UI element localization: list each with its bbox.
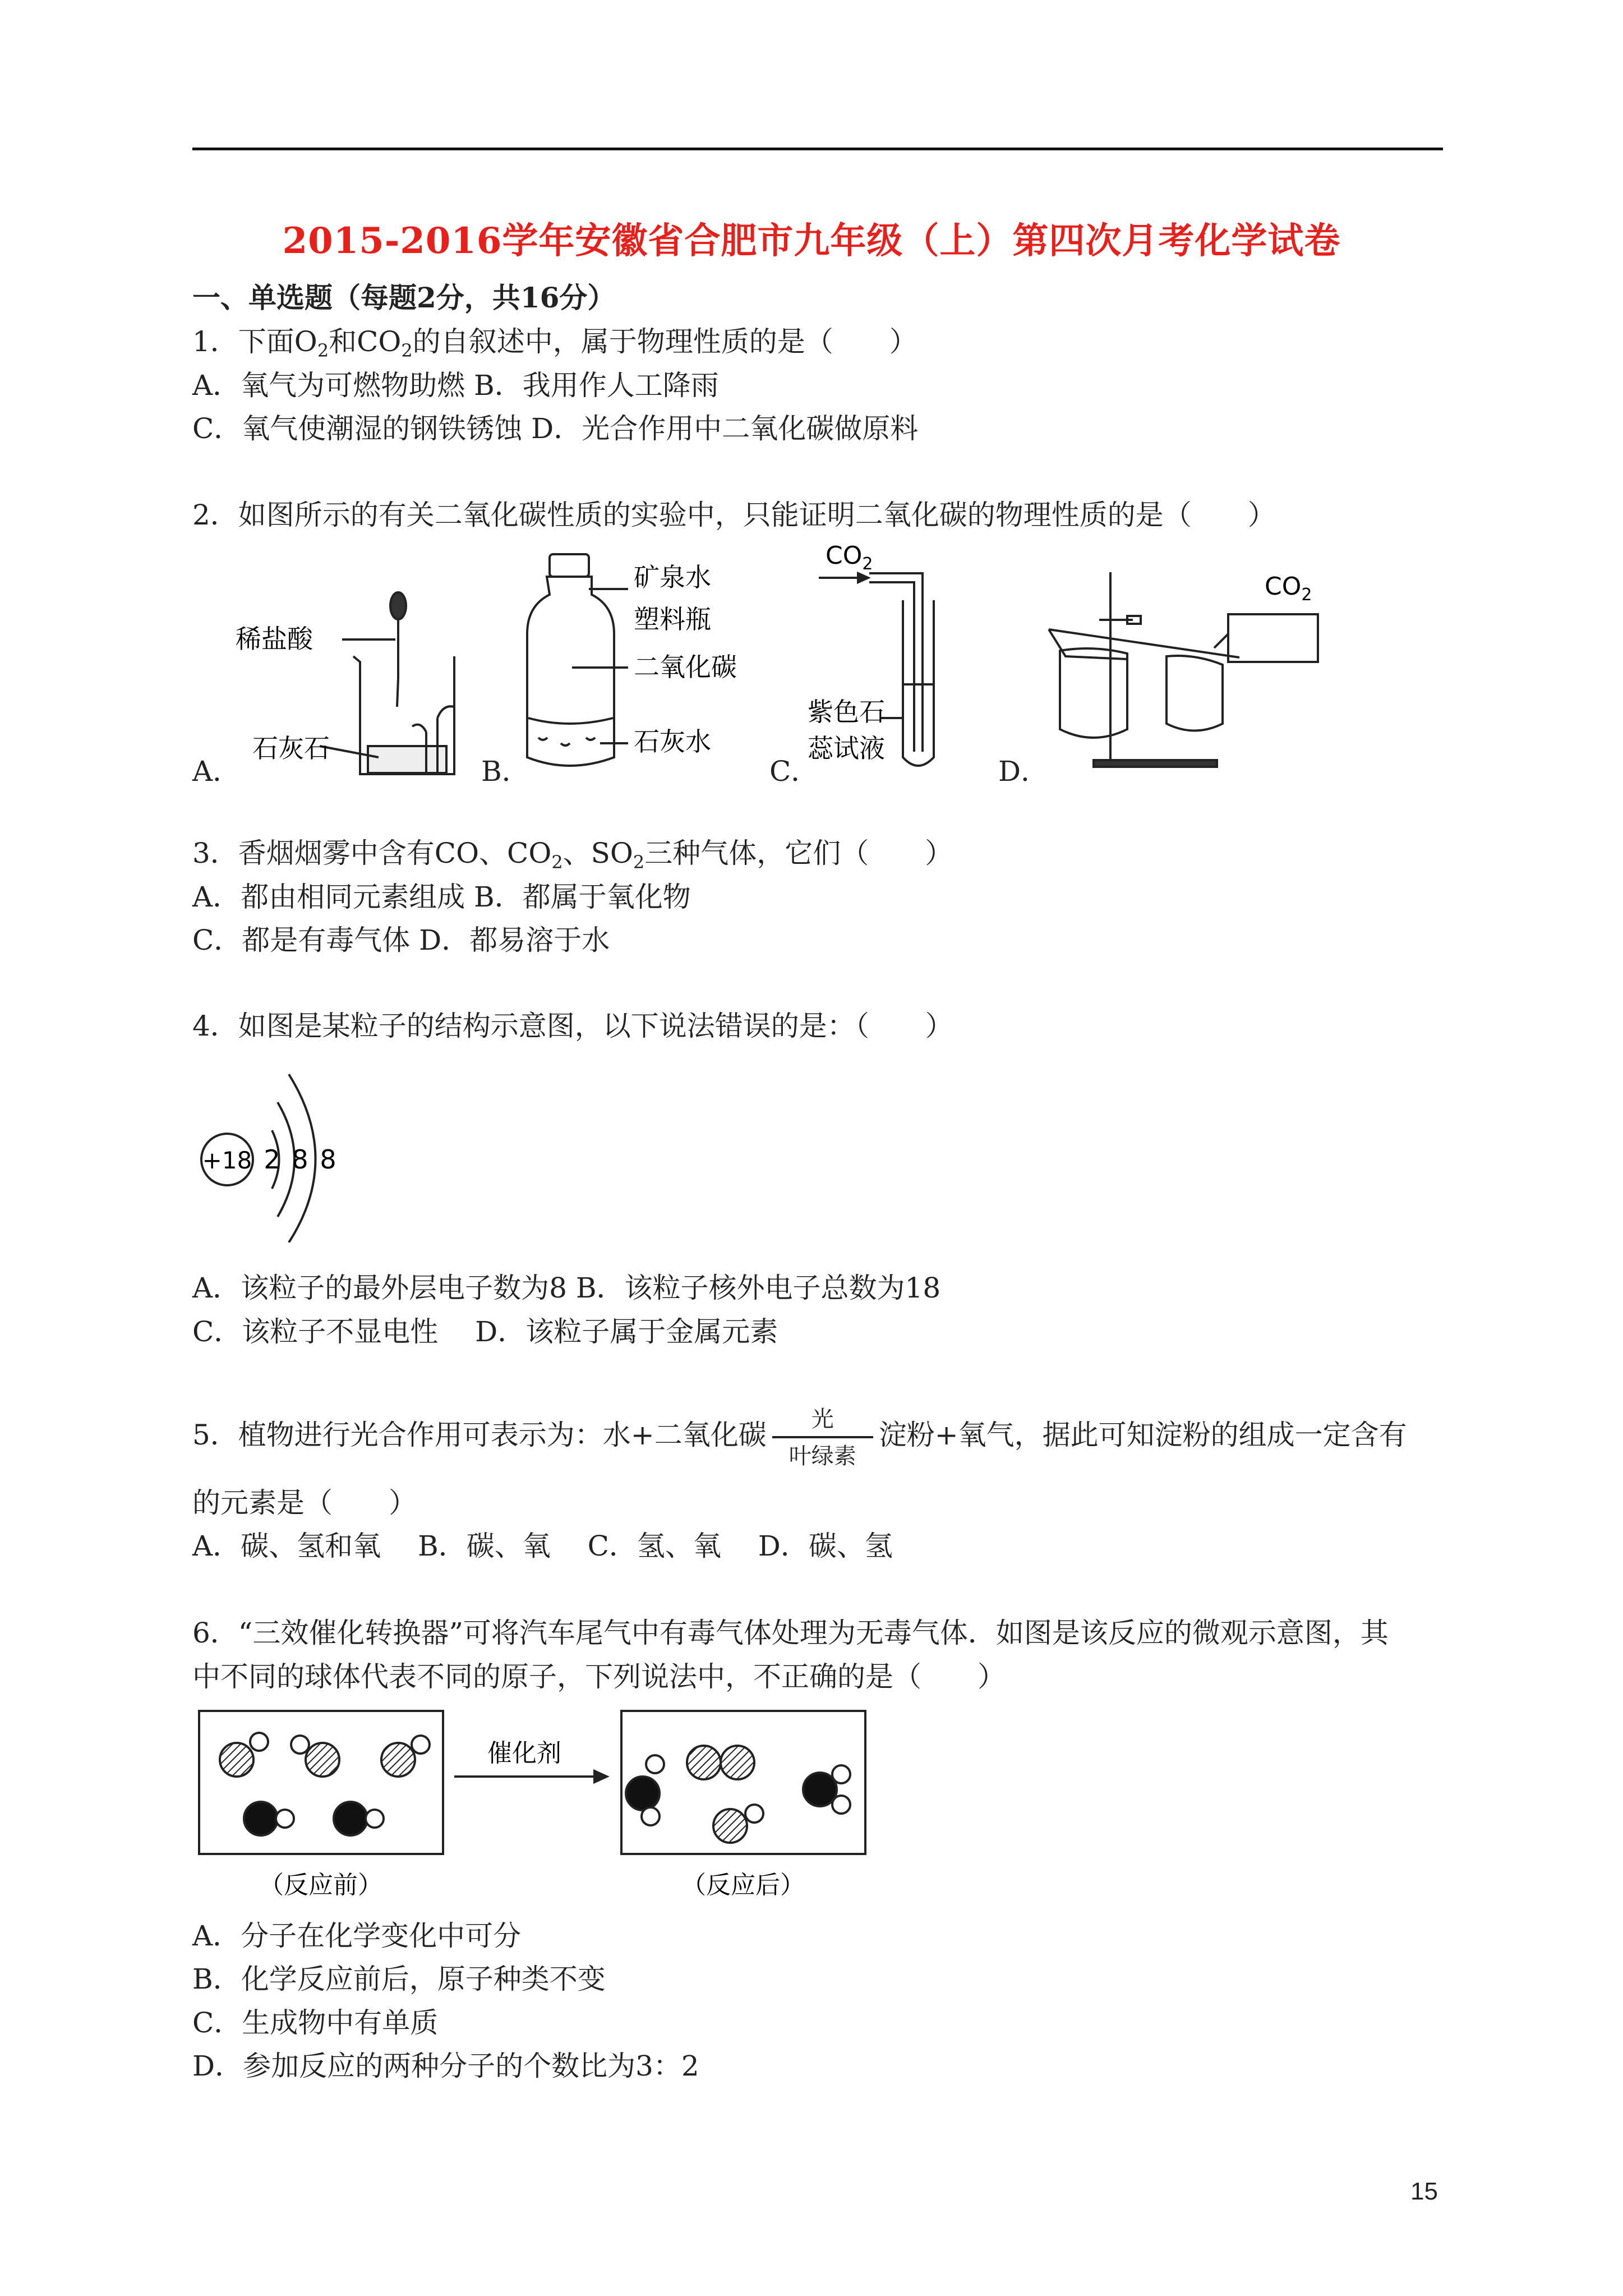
question-4-options-ab: A．该粒子的最外层电子数为8 B．该粒子核外电子总数为18 (192, 1272, 941, 1304)
q4-nucleus: +18 (202, 1147, 252, 1174)
page-title: 2015-2016学年安徽省合肥市九年级（上）第四次月考化学试卷 (282, 220, 1341, 262)
q2c-litmus-label-2: 蕊试液 (808, 733, 885, 763)
q2-figure-d (1043, 561, 1357, 780)
page-number: 15 (1410, 2178, 1438, 2205)
question-3-options-cd: C．都是有毒气体 D．都易溶于水 (192, 924, 610, 956)
question-6-option-a: A．分子在化学变化中可分 (192, 1920, 522, 1952)
section-heading: 一、单选题（每题2分，共16分） (192, 281, 616, 314)
question-3-stem: 3．香烟烟雾中含有CO、$CO_2$、$SO_2$三种气体，它们（ ） (192, 837, 953, 873)
q2-label-c: C． (769, 755, 819, 788)
question-4-stem: 4．如图是某粒子的结构示意图，以下说法错误的是：（ ） (192, 1010, 953, 1042)
q2-label-b: B． (481, 755, 530, 788)
q2-figure-a (236, 589, 482, 780)
question-5-stem-line-2: 的元素是（ ） (192, 1487, 417, 1519)
q4-shell-2: 8 (292, 1144, 308, 1175)
question-6-stem-line-1: 6．“三效催化转换器”可将汽车尾气中有毒气体处理为无毒气体．如图是该反应的微观示意图，其 (192, 1617, 1389, 1649)
question-1-stem: 1．下面$O_2$和$CO_2$的自叙述中，属于物理性质的是（ ） (192, 325, 917, 361)
q2b-water-label: 矿泉水 (634, 562, 711, 592)
question-5-options: A．碳、氢和氧 B．碳、氧 C．氢、氧 D．碳、氢 (192, 1530, 893, 1562)
q2c-litmus-label-1: 紫色石 (808, 697, 885, 727)
q6-catalyst-label: 催化剂 (487, 1739, 561, 1768)
q2-figure-b (522, 550, 757, 785)
question-3-options-ab: A．都由相同元素组成 B．都属于氧化物 (192, 881, 691, 913)
q2c-co2-label: $CO_2$ (826, 541, 873, 574)
q5-condition-bottom: 叶绿素 (789, 1444, 856, 1469)
q2b-gas-label: 二氧化碳 (634, 652, 737, 682)
q2-figure-c (808, 539, 987, 785)
q2-label-d: D． (998, 755, 1049, 788)
q6-before-label: （反应前） (259, 1871, 382, 1899)
q2a-stone-label: 石灰石 (252, 733, 330, 763)
q2b-limewater-label: 石灰水 (634, 726, 711, 757)
q2-label-a: A． (192, 755, 241, 788)
question-6-option-b: B．化学反应前后，原子种类不变 (192, 1963, 606, 1995)
q6-reaction-diagram (196, 1708, 880, 1904)
question-4-options-cd: C．该粒子不显电性 D．该粒子属于金属元素 (192, 1315, 778, 1348)
question-6-option-d: D．参加反应的两种分子的个数比为3：2 (192, 2050, 699, 2082)
question-5-stem: 5．植物进行光合作用可表示为：水+二氧化碳 光 叶绿素 淀粉+氧气，据此可知淀粉的组成一定含有 (192, 1418, 1407, 1452)
question-6-stem-line-2: 中不同的球体代表不同的原子，下列说法中，不正确的是（ ） (192, 1660, 1006, 1693)
q5-reaction-arrow (767, 1407, 879, 1469)
q4-atom-diagram (193, 1057, 373, 1243)
q6-after-label: （反应后） (681, 1871, 805, 1899)
question-2-stem: 2．如图所示的有关二氧化碳性质的实验中，只能证明二氧化碳的物理性质的是（ ） (192, 499, 1276, 531)
q4-shell-1: 2 (264, 1144, 280, 1175)
q2a-acid-label: 稀盐酸 (236, 624, 313, 654)
question-1-options-cd: C．氧气使潮湿的钢铁锈蚀 D．光合作用中二氧化碳做原料 (192, 412, 919, 445)
q4-shell-3: 8 (320, 1144, 336, 1175)
q5-condition-top: 光 (811, 1407, 834, 1432)
q2d-co2-label: $CO_2$ (1265, 572, 1312, 605)
question-6-option-c: C．生成物中有单质 (192, 2007, 439, 2039)
question-1-options-ab: A．氧气为可燃物助燃 B．我用作人工降雨 (192, 369, 719, 402)
header-rule (192, 148, 1443, 150)
q2b-bottle-label: 塑料瓶 (634, 604, 711, 634)
